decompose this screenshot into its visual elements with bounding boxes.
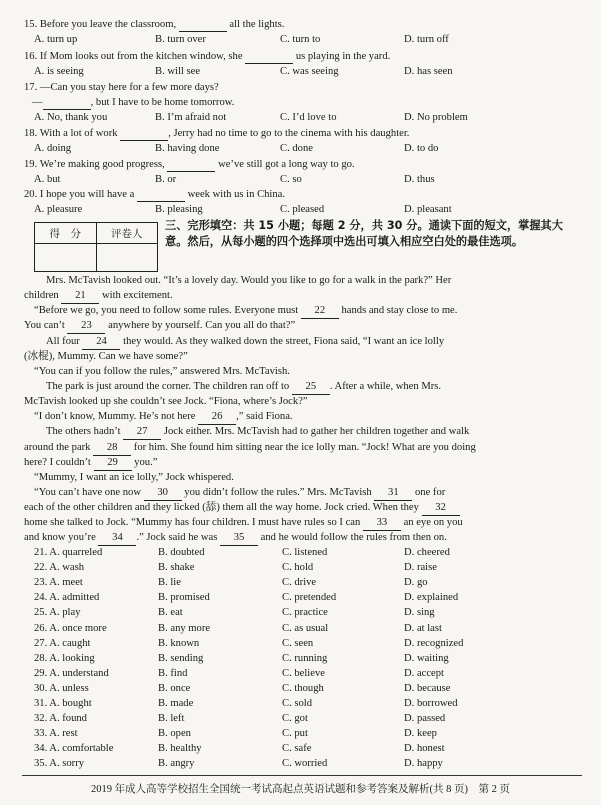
option-d: D. No problem (404, 112, 468, 123)
cloze-option-33-c: C. put (282, 728, 308, 740)
option-d: D. thus (404, 174, 435, 185)
cloze-option-35-c: C. worried (282, 758, 328, 770)
score-label: 得 分 (35, 223, 97, 244)
cloze-option-31-b: B. made (158, 698, 194, 709)
blank-32: 32 (422, 500, 460, 516)
cloze-option-21-c: C. listened (282, 547, 328, 558)
passage-line: (冰棍), Mummy. Can we have some?” (24, 351, 188, 362)
option-b: B. pleasing (155, 204, 203, 215)
passage-line: children 21 with excitement. (24, 288, 173, 304)
passage-line: and know you’re 34 .” Jock said he was 35 and he would follow the rules from then on. (24, 530, 447, 546)
cloze-option-26-d: D. at last (404, 622, 442, 634)
cloze-option-28-b: B. sending (158, 652, 204, 664)
question-18: 18. With a lot of work , Jerry had no time to go to the cinema with his daughter. (24, 128, 410, 139)
passage-line: around the park 28 for him. She found him sitting near the ice lolly man. “Jock! What are you doing (24, 440, 476, 456)
cloze-option-30-a: 30. A. unless (34, 682, 89, 694)
option-a: A. pleasure (34, 204, 83, 215)
option-a: A. No, thank you (34, 112, 108, 123)
cloze-option-26-c: C. as usual (282, 622, 329, 634)
cloze-option-27-c: C. seen (282, 637, 314, 649)
cloze-option-31-d: D. borrowed (404, 698, 458, 709)
passage-line: All four 24 they would. As they walked down the street, Fiona said, “I want an ice lolly (46, 334, 444, 350)
cloze-option-31-c: C. sold (282, 698, 313, 709)
option-b: B. or (155, 174, 177, 185)
cloze-option-30-d: D. because (404, 682, 451, 694)
passage-line: each of the other children and they licked (舔) them all the way home. Jock cried. When they 32 (24, 500, 460, 516)
cloze-option-32-c: C. got (282, 713, 308, 725)
blank-26: 26 (198, 409, 236, 425)
grader-label: 评卷人 (96, 223, 158, 244)
cloze-option-22-d: D. raise (404, 562, 437, 574)
option-c: C. turn to (280, 34, 321, 45)
passage-line: “Before we go, you need to follow some rules. Everyone must 22 hands and stay close to me. (34, 303, 457, 319)
option-b: B. I’m afraid not (155, 112, 227, 123)
cloze-option-29-d: D. accept (404, 667, 444, 679)
option-a: A. turn up (34, 34, 78, 45)
blank-31: 31 (374, 485, 412, 501)
question-16: 16. If Mom looks out from the kitchen window, she us playing in the yard. (24, 51, 391, 62)
question-17: 17. —Can you stay here for a few more days? (24, 82, 219, 93)
option-c: C. I’d love to (280, 112, 337, 123)
cloze-option-27-b: B. known (158, 637, 200, 649)
blank-30: 30 (144, 485, 182, 501)
cloze-option-34-c: C. safe (282, 743, 312, 755)
cloze-option-33-d: D. keep (404, 728, 437, 740)
cloze-option-34-d: D. honest (404, 743, 445, 755)
option-b: B. turn over (155, 34, 206, 45)
passage-line: The park is just around the corner. The children ran off to 25 . After a while, when Mrs. (46, 379, 441, 395)
blank-28: 28 (93, 440, 131, 456)
question-20: 20. I hope you will have a week with us in China. (24, 189, 286, 200)
question-17-reply: — , but I have to be home tomorrow. (32, 97, 235, 108)
blank-25: 25 (292, 379, 330, 395)
option-a: A. doing (34, 143, 72, 154)
cloze-option-30-b: B. once (158, 682, 191, 694)
cloze-option-27-a: 27. A. caught (34, 637, 91, 649)
cloze-option-29-b: B. find (158, 667, 188, 679)
passage-line: You can’t 23 anywhere by yourself. Can you all do that?” (24, 318, 295, 334)
blank-29: 29 (94, 455, 132, 471)
cloze-option-33-a: 33. A. rest (34, 728, 78, 740)
cloze-option-23-b: B. lie (158, 577, 181, 589)
cloze-option-28-c: C. running (282, 652, 328, 664)
option-a: A. but (34, 174, 61, 185)
answer-blank (167, 158, 215, 172)
blank-27: 27 (123, 424, 161, 440)
cloze-option-30-c: C. though (282, 682, 324, 694)
passage-line: “You can if you follow the rules,” answered Mrs. McTavish. (34, 366, 290, 377)
answer-blank (245, 50, 293, 64)
cloze-option-24-a: 24. A. admitted (34, 592, 100, 604)
option-d: D. to do (404, 143, 439, 154)
score-cell (35, 244, 97, 272)
answer-blank (120, 127, 168, 141)
section-heading: 三、完形填空：共 15 小题；每题 2 分，共 30 分。通读下面的短文，掌握其大意。然后，从每小题的四个选择项中选出可填入相应空白处的最佳选项。 (165, 219, 563, 248)
score-box (34, 222, 158, 272)
cloze-option-35-d: D. happy (404, 758, 443, 770)
option-d: D. pleasant (404, 204, 452, 215)
option-c: C. was seeing (280, 66, 339, 77)
cloze-option-25-d: D. sing (404, 607, 435, 619)
cloze-option-25-c: C. practice (282, 607, 328, 619)
cloze-option-23-c: C. drive (282, 577, 317, 589)
cloze-option-31-a: 31. A. bought (34, 698, 92, 709)
cloze-option-34-b: B. healthy (158, 743, 202, 755)
cloze-option-34-a: 34. A. comfortable (34, 743, 114, 755)
question-15: 15. Before you leave the classroom, all the lights. (24, 19, 285, 30)
grader-cell (96, 244, 158, 272)
blank-24: 24 (82, 334, 120, 350)
blank-23: 23 (67, 318, 105, 334)
footer-divider (22, 775, 582, 776)
passage-line: “Mummy, I want an ice lolly,” Jock whispered. (34, 472, 234, 483)
cloze-option-28-d: D. waiting (404, 652, 449, 664)
option-a: A. is seeing (34, 66, 84, 77)
cloze-option-21-d: D. cheered (404, 547, 450, 558)
cloze-option-28-a: 28. A. looking (34, 652, 95, 664)
option-b: B. will see (155, 66, 201, 77)
blank-33: 33 (363, 515, 401, 531)
passage-line: home she talked to Jock. “Mummy has four children. I must have rules so I can 33 an eye on you (24, 515, 463, 531)
cloze-option-35-b: B. angry (158, 758, 195, 770)
cloze-option-22-a: 22. A. wash (34, 562, 85, 574)
passage-line: here? I couldn’t 29 you.” (24, 455, 157, 471)
cloze-option-32-b: B. left (158, 713, 185, 725)
cloze-option-32-a: 32. A. found (34, 713, 87, 725)
option-c: C. so (280, 174, 302, 185)
cloze-option-26-b: B. any more (158, 622, 211, 634)
cloze-option-24-d: D. explained (404, 592, 459, 604)
option-d: D. has seen (404, 66, 453, 77)
cloze-option-24-c: C. pretended (282, 592, 337, 604)
blank-22: 22 (301, 303, 339, 319)
blank-35: 35 (220, 530, 258, 546)
cloze-option-24-b: B. promised (158, 592, 210, 604)
page-footer: 2019 年成人高等学校招生全国统一考试高起点英语试题和参考答案及解析(共 8 页) 第 2 页 (90, 784, 511, 795)
question-19: 19. We’re making good progress, we’ve still got a long way to go. (24, 159, 355, 170)
answer-blank (43, 96, 91, 110)
option-c: C. pleased (280, 204, 325, 215)
answer-blank (179, 18, 227, 32)
cloze-option-22-c: C. hold (282, 562, 314, 574)
cloze-option-29-c: C. believe (282, 667, 325, 679)
blank-34: 34 (98, 530, 136, 546)
cloze-option-32-d: D. passed (404, 713, 446, 725)
option-d: D. turn off (404, 34, 449, 45)
cloze-option-22-b: B. shake (158, 562, 195, 574)
cloze-option-25-a: 25. A. play (34, 607, 81, 619)
cloze-option-21-b: B. doubted (158, 547, 205, 558)
cloze-option-21-a: 21. A. quarreled (34, 547, 103, 558)
passage-line: “You can’t have one now 30 you didn’t follow the rules.” Mrs. McTavish 31 one for (34, 485, 445, 501)
passage-line: The others hadn’t 27 Jock either. Mrs. McTavish had to gather her children together and walk (46, 424, 469, 440)
cloze-option-25-b: B. eat (158, 607, 183, 619)
option-b: B. having done (155, 143, 220, 154)
cloze-option-29-a: 29. A. understand (34, 667, 109, 679)
passage-line: “I don’t know, Mummy. He’s not here 26 ,” said Fiona. (34, 409, 293, 425)
cloze-option-33-b: B. open (158, 728, 191, 740)
cloze-option-23-d: D. go (404, 577, 428, 589)
passage-line: Mrs. McTavish looked out. “It’s a lovely day. Would you like to go for a walk in the park?” Her (46, 275, 452, 286)
cloze-option-26-a: 26. A. once more (34, 622, 107, 634)
answer-blank (137, 188, 185, 202)
cloze-option-23-a: 23. A. meet (34, 577, 83, 589)
passage-line: McTavish looked up she couldn’t see Jock. “Fiona, where’s Jock?” (24, 396, 308, 407)
cloze-option-35-a: 35. A. sorry (34, 758, 85, 770)
cloze-option-27-d: D. recognized (404, 637, 464, 649)
blank-21: 21 (61, 288, 99, 304)
option-c: C. done (280, 143, 313, 154)
